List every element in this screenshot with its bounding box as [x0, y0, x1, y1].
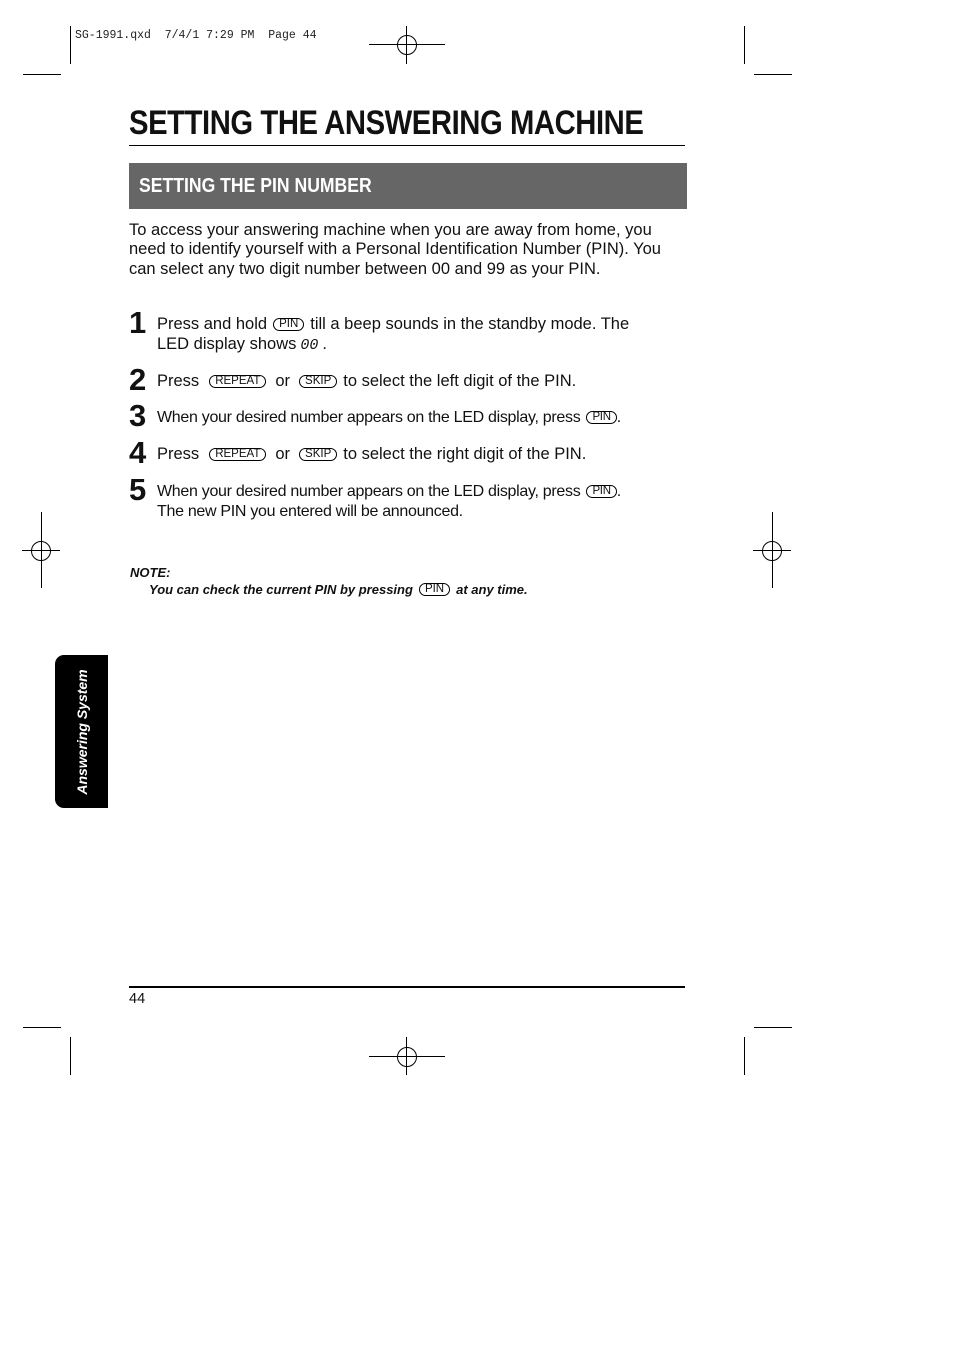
repeat-key-icon: REPEAT	[209, 448, 266, 461]
step-number: 3	[129, 398, 147, 433]
pin-key-icon: PIN	[419, 583, 450, 596]
crop-mark	[754, 74, 792, 75]
section-title: SETTING THE PIN NUMBER	[139, 175, 372, 197]
pin-key-icon: PIN	[586, 411, 616, 424]
title-rule	[129, 145, 685, 146]
section-side-tab	[55, 655, 108, 808]
skip-key-icon: SKIP	[299, 375, 337, 388]
step-number: 4	[129, 435, 147, 470]
crop-mark	[23, 74, 61, 75]
note-text: You can check the current PIN by pressing PIN at any time.	[149, 582, 528, 597]
step-number: 1	[129, 305, 147, 340]
crop-mark	[744, 26, 745, 64]
print-slug: SG-1991.qxd 7/4/1 7:29 PM Page 44	[75, 29, 317, 42]
page-title: SETTING THE ANSWERING MACHINE	[129, 104, 644, 142]
step-number: 2	[129, 362, 147, 397]
crop-mark	[754, 1027, 792, 1028]
crop-mark	[70, 26, 71, 64]
repeat-key-icon: REPEAT	[209, 375, 266, 388]
pin-key-icon: PIN	[273, 318, 304, 331]
skip-key-icon: SKIP	[299, 448, 337, 461]
crop-mark	[23, 1027, 61, 1028]
footer-rule	[129, 986, 685, 988]
crop-mark	[744, 1037, 745, 1075]
intro-paragraph: To access your answering machine when you are away from home, you need to identify yourself with a Personal Identification Number (PIN). You can select any two digit number between 00 and 99 as your PIN.	[129, 221, 661, 278]
side-tab-label: Answering System	[73, 668, 90, 795]
note-label: NOTE:	[130, 565, 171, 580]
pin-key-icon: PIN	[586, 485, 616, 498]
section-banner	[129, 163, 687, 209]
lcd-display-readout: 00	[300, 336, 319, 354]
crop-mark	[70, 1037, 71, 1075]
step-number: 5	[129, 472, 147, 507]
page-number: 44	[129, 991, 146, 1007]
